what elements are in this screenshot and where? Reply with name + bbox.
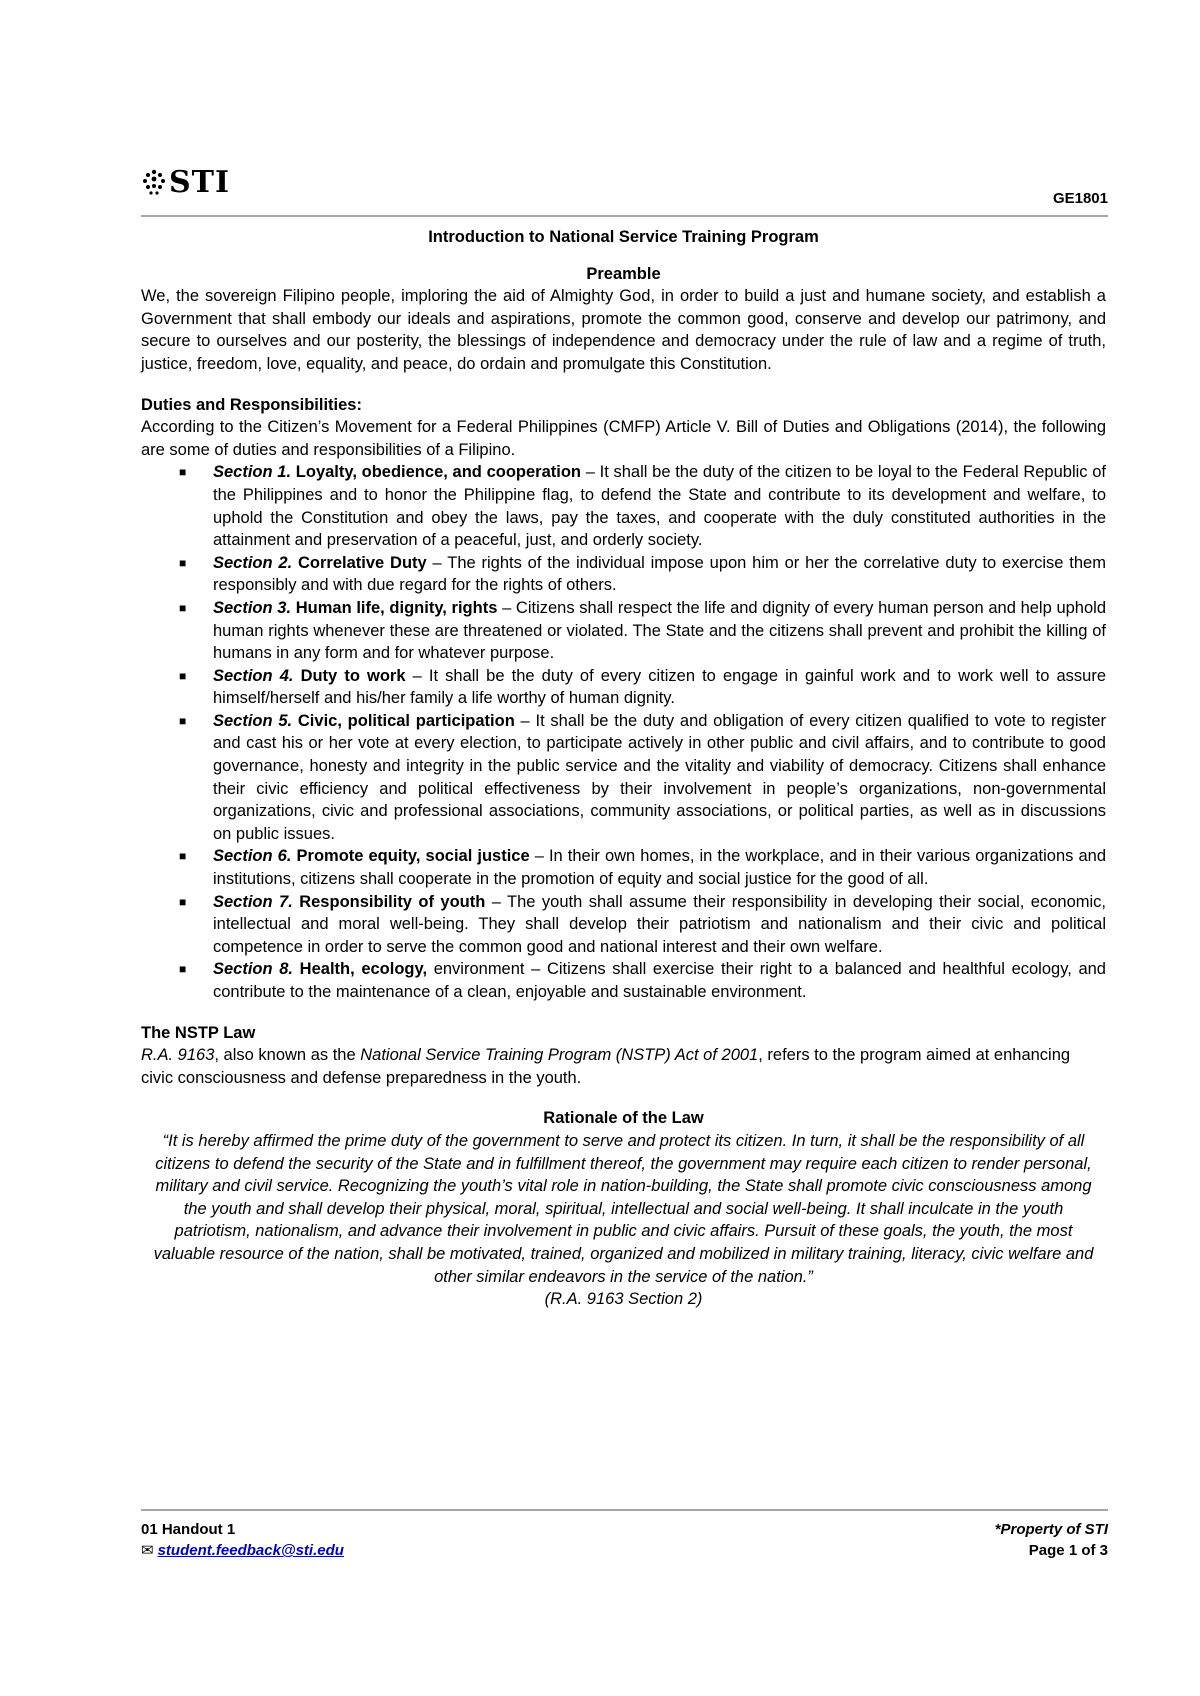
bullet-icon: ■	[179, 555, 187, 570]
spacer	[141, 1089, 1106, 1107]
section-text: – It shall be the duty and obligation of every citizen qualified to vote to register and cast his or her vote at every election, to participate actively in other public and civil affairs, and to contribute to good governance, honesty and integrity in the public service and the vitality and viability of democracy. Citizens shall enhance their civic efficiency and political effectiveness by their involvement in people’s organizations, non-governmental organizations, civic and professional associations, community associations, or political parties, as well as in discussions on public issues.	[213, 711, 1106, 843]
document-title: Introduction to National Service Training Program	[428, 228, 819, 246]
section-title: Civic, political participation	[297, 711, 515, 730]
section-text: – It shall be the duty of every citizen to engage in gainful work and to work well to assure himself/herself and his/her family a life worthy of human dignity.	[213, 666, 1106, 708]
header-divider	[141, 215, 1108, 217]
page-header	[141, 165, 1108, 218]
envelope-icon: ✉	[141, 1542, 154, 1559]
property-note: *Property of STI	[994, 1521, 1108, 1538]
nstp-ra: R.A. 9163	[141, 1046, 215, 1065]
list-item	[141, 461, 1106, 551]
list-item	[141, 597, 1106, 665]
duties-intro: According to the Citizen’s Movement for a Federal Philippines (CMFP) Article V. Bill of Duties and Obligations (2014), the following are some of duties and responsibilities of a Filipino.	[141, 418, 1106, 459]
section-label: Section 2.	[213, 553, 293, 572]
section-title: Duty to work	[300, 666, 406, 685]
section-title: Responsibility of youth	[299, 892, 486, 911]
list-item	[141, 665, 1106, 710]
bullet-icon: ■	[179, 849, 187, 864]
rationale-citation: (R.A. 9163 Section 2)	[544, 1290, 703, 1309]
section-text: – The rights of the individual impose upon him or her the correlative duty to exercise them responsibly and with due regard for the rights of others.	[213, 553, 1106, 595]
section-label: Section 6.	[213, 847, 292, 866]
section-text: – It shall be the duty of the citizen to be loyal to the Federal Republic of the Philippines and to honor the Philippine flag, to defend the State and contribute to its development and welfare, to uphold the Constitution and obey the laws, pay the taxes, and cooperate with the duly constituted authorities in the attainment and preservation of a peaceful, just, and orderly society.	[213, 463, 1107, 550]
email-link[interactable]: student.feedback@sti.edu	[157, 1542, 344, 1559]
section-text: – In their own homes, in the workplace, and in their various organizations and institutions, citizens shall cooperate in the promotion of equity and social justice for the good of all.	[213, 847, 1106, 889]
page-number: Page 1 of 3	[1028, 1542, 1108, 1559]
section-text: – Citizens shall respect the life and dignity of every human person and help uphold human rights whenever these are threatened or violated. The State and the citizens shall prevent and prohibit the killing of humans in any form and for whatever purpose.	[213, 598, 1106, 663]
document-body	[141, 226, 1106, 1311]
preamble-heading: Preamble	[586, 264, 661, 283]
bullet-icon: ■	[179, 962, 187, 977]
spacer	[141, 376, 1106, 394]
nstp-rest: , refers to the program aimed at enhancing civic consciousness and defense preparedness in the youth.	[141, 1046, 1071, 1087]
section-title: Promote equity, social justice	[296, 847, 530, 866]
list-item	[141, 958, 1106, 1003]
nstp-heading: The NSTP Law	[141, 1023, 256, 1042]
nstp-act: National Service Training Program (NSTP) Act of 2001	[360, 1046, 759, 1065]
section-text: – The youth shall assume their responsibility in developing their social, economic, intellectual and moral well-being. They shall develop their patriotism and nationalism and their civic and political competence in order to serve the common good and national interest and their own welfare.	[213, 892, 1106, 956]
duties-heading: Duties and Responsibilities:	[141, 395, 362, 414]
section-title: Correlative Duty	[298, 553, 427, 572]
section-label: Section 8.	[213, 960, 294, 979]
footer-divider	[141, 1509, 1108, 1511]
preamble-text: We, the sovereign Filipino people, imploring the aid of Almighty God, in order to build a just and humane society, and establish a Government that shall embody our ideals and aspirations, promote the common good, conserve and develop our patrimony, and secure to ourselves and our posterity, the blessings of independence and democracy under the rule of law and a regime of truth, justice, freedom, love, equality, and peace, do ordain and promulgate this Constitution.	[141, 287, 1106, 373]
bullet-icon: ■	[179, 600, 187, 615]
section-label: Section 7.	[213, 892, 293, 911]
nstp-text	[141, 1044, 1106, 1089]
section-title: Health, ecology,	[299, 960, 428, 979]
section-title: Human life, dignity, rights	[295, 598, 498, 617]
sti-logo	[141, 165, 231, 200]
footer-left	[141, 1519, 344, 1561]
bullet-icon: ■	[179, 713, 187, 728]
rationale-quote: “It is hereby affirmed the prime duty of the government to serve and protect its citizen. In turn, it shall be the responsibility of all citizens to defend the security of the State and in fulfillment thereof, the government may require each citizen to render personal, military and civil service. Recognizing the youth’s vital role in nation-building, the State shall promote civic consciousness among the youth and shall develop their physical, moral, spiritual, intellectual and social well-being. It shall inculcate in the youth patriotism, nationalism, and advance their involvement in public and civic affairs. Pursuit of these goals, the youth, the most valuable resource of the nation, shall be motivated, trained, organized and mobilized in military training, literacy, civic welfare and other similar endeavors in the service of the nation.”	[153, 1131, 1094, 1286]
bullet-icon: ■	[179, 465, 187, 480]
bullet-icon: ■	[179, 894, 187, 909]
course-code: GE1801	[1052, 190, 1108, 207]
nstp-mid: , also known as the	[214, 1046, 361, 1065]
rationale-heading: Rationale of the Law	[543, 1109, 704, 1128]
section-label: Section 3.	[213, 598, 292, 617]
footer-right	[995, 1519, 1108, 1561]
section-label: Section 1.	[213, 463, 292, 482]
logo-text: STI	[169, 165, 231, 200]
section-title: Loyalty, obedience, and cooperation	[295, 463, 582, 482]
sti-logo-icon	[141, 168, 167, 198]
email-line	[141, 1540, 344, 1561]
list-item	[141, 891, 1106, 959]
duties-list	[141, 461, 1106, 1003]
handout-label: 01 Handout 1	[141, 1521, 236, 1538]
section-text: environment – Citizens shall exercise their right to a balanced and healthful ecology, and contribute to the maintenance of a clean, enjoyable and sustainable environment.	[213, 960, 1106, 1001]
section-label: Section 4.	[213, 666, 294, 685]
list-item	[141, 710, 1106, 846]
list-item	[141, 845, 1106, 890]
bullet-icon: ■	[179, 668, 187, 683]
list-item	[141, 552, 1106, 597]
spacer	[141, 1004, 1106, 1022]
section-label: Section 5.	[213, 711, 293, 730]
